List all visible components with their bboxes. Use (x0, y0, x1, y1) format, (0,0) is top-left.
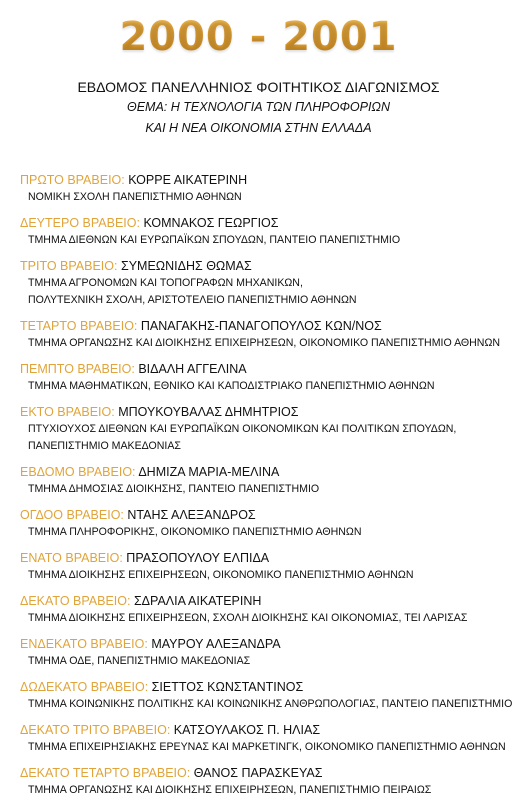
award-label: ΕΒΔΟΜΟ ΒΡΑΒΕΙΟ: (20, 465, 136, 479)
award-label: ΔΕΚΑΤΟ ΤΡΙΤΟ ΒΡΑΒΕΙΟ: (20, 723, 171, 737)
award-winner-name: ΔΗΜΙΖΑ ΜΑΡΙΑ-ΜΕΛΙΝΑ (138, 465, 280, 479)
award-winner-name: ΚΑΤΣΟΥΛΑΚΟΣ Π. ΗΛΙΑΣ (173, 723, 321, 737)
award-institution: ΤΜΗΜΑ ΠΛΗΡΟΦΟΡΙΚΗΣ, ΟΙΚΟΝΟΜΙΚΟ ΠΑΝΕΠΙΣΤΗΜΙΟ ΑΘΗΝΩΝ (28, 526, 362, 538)
award-winner-name: ΜΑΥΡΟΥ ΑΛΕΞΑΝΔΡΑ (151, 637, 281, 651)
award-label: ΠΡΩΤΟ ΒΡΑΒΕΙΟ: (20, 173, 125, 187)
award-institution: ΤΜΗΜΑ ΟΔΕ, ΠΑΝΕΠΙΣΤΗΜΙΟ ΜΑΚΕΔΟΝΙΑΣ (28, 655, 251, 667)
award-item (20, 592, 509, 627)
award-item (20, 506, 509, 541)
award-heading (20, 678, 509, 696)
theme-line-1: ΘΕΜΑ: Η ΤΕΧΝΟΛΟΓΙΑ ΤΩΝ ΠΛΗΡΟΦΟΡΙΩΝ (127, 100, 390, 114)
award-item (20, 360, 509, 395)
award-institution: ΤΜΗΜΑ ΟΡΓΑΝΩΣΗΣ ΚΑΙ ΔΙΟΙΚΗΣΗΣ ΕΠΙΧΕΙΡΗΣΕΩΝ, ΠΑΝΕΠΙΣΤΗΜΙΟ ΠΕΙΡΑΙΩΣ (28, 784, 432, 796)
award-label: ΕΚΤΟ ΒΡΑΒΕΙΟ: (20, 405, 115, 419)
award-heading (20, 317, 509, 335)
award-institution: ΠΑΝΕΠΙΣΤΗΜΙΟ ΜΑΚΕΔΟΝΙΑΣ (28, 440, 181, 452)
award-heading (20, 635, 509, 653)
award-winner-name: ΣΥΜΕΩΝΙΔΗΣ ΘΩΜΑΣ (120, 259, 252, 273)
award-label: ΔΕΚΑΤΟ ΤΕΤΑΡΤΟ ΒΡΑΒΕΙΟ: (20, 766, 191, 780)
award-heading (20, 214, 509, 232)
award-label: ΠΕΜΠΤΟ ΒΡΑΒΕΙΟ: (20, 362, 135, 376)
award-heading (20, 592, 509, 610)
award-heading (20, 549, 509, 567)
award-heading (20, 721, 509, 739)
award-institution: ΤΜΗΜΑ ΔΙΟΙΚΗΣΗΣ ΕΠΙΧΕΙΡΗΣΕΩΝ, ΣΧΟΛΗ ΔΙΟΙΚΗΣΗΣ ΚΑΙ ΟΙΚΟΝΟΜΙΑΣ, ΤΕΙ ΛΑΡΙΣΑΣ (28, 612, 468, 624)
award-heading (20, 257, 509, 275)
award-item (20, 549, 509, 584)
award-item (20, 678, 513, 713)
award-winner-name: ΚΟΡΡΕ ΑΙΚΑΤΕΡΙΝΗ (128, 173, 248, 187)
award-heading (20, 403, 509, 421)
award-label: ΤΡΙΤΟ ΒΡΑΒΕΙΟ: (20, 259, 118, 273)
award-institution: ΤΜΗΜΑ ΔΙΟΙΚΗΣΗΣ ΕΠΙΧΕΙΡΗΣΕΩΝ, ΟΙΚΟΝΟΜΙΚΟ ΠΑΝΕΠΙΣΤΗΜΙΟ ΑΘΗΝΩΝ (28, 569, 414, 581)
award-institution: ΤΜΗΜΑ ΚΟΙΝΩΝΙΚΗΣ ΠΟΛΙΤΙΚΗΣ ΚΑΙ ΚΟΙΝΩΝΙΚΗΣ ΑΝΘΡΩΠΟΛΟΓΙΑΣ, ΠΑΝΤΕΙΟ ΠΑΝΕΠΙΣΤΗΜΙΟ (28, 698, 513, 710)
heading-block (0, 77, 517, 139)
award-winner-name: ΠΑΝΑΓΑΚΗΣ-ΠΑΝΑΓΟΠΟΥΛΟΣ ΚΩΝ/ΝΟΣ (140, 319, 382, 333)
year-title: 2000 - 2001 (0, 0, 517, 60)
award-label: ΕΝΔΕΚΑΤΟ ΒΡΑΒΕΙΟ: (20, 637, 148, 651)
competition-title: ΕΒΔΟΜΟΣ ΠΑΝΕΛΛΗΝΙΟΣ ΦΟΙΤΗΤΙΚΟΣ ΔΙΑΓΩΝΙΣΜΟΣ (77, 79, 440, 95)
award-winner-name: ΚΟΜΝΑΚΟΣ ΓΕΩΡΓΙΟΣ (143, 216, 279, 230)
award-item (20, 171, 509, 206)
award-institution: ΠΤΥΧΙΟΥΧΟΣ ΔΙΕΘΝΩΝ ΚΑΙ ΕΥΡΩΠΑΪΚΩΝ ΟΙΚΟΝΟΜΙΚΩΝ ΚΑΙ ΠΟΛΙΤΙΚΩΝ ΣΠΟΥΔΩΝ, (28, 423, 457, 435)
award-heading (20, 463, 509, 481)
award-winner-name: ΘΑΝΟΣ ΠΑΡΑΣΚΕΥΑΣ (193, 766, 323, 780)
award-institution: ΤΜΗΜΑ ΔΙΕΘΝΩΝ ΚΑΙ ΕΥΡΩΠΑΪΚΩΝ ΣΠΟΥΔΩΝ, ΠΑΝΤΕΙΟ ΠΑΝΕΠΙΣΤΗΜΙΟ (28, 234, 401, 246)
theme-line-2: ΚΑΙ Η ΝΕΑ ΟΙΚΟΝΟΜΙΑ ΣΤΗΝ ΕΛΛΑΔΑ (145, 121, 372, 135)
award-institution: ΝΟΜΙΚΗ ΣΧΟΛΗ ΠΑΝΕΠΙΣΤΗΜΙΟ ΑΘΗΝΩΝ (28, 191, 242, 203)
award-item (20, 721, 509, 756)
award-institution: ΤΜΗΜΑ ΔΗΜΟΣΙΑΣ ΔΙΟΙΚΗΣΗΣ, ΠΑΝΤΕΙΟ ΠΑΝΕΠΙΣΤΗΜΙΟ (28, 483, 320, 495)
award-institution: ΤΜΗΜΑ ΟΡΓΑΝΩΣΗΣ ΚΑΙ ΔΙΟΙΚΗΣΗΣ ΕΠΙΧΕΙΡΗΣΕΩΝ, ΟΙΚΟΝΟΜΙΚΟ ΠΑΝΕΠΙΣΤΗΜΙΟ ΑΘΗΝΩΝ (28, 337, 501, 349)
award-label: ΔΩΔΕΚΑΤΟ ΒΡΑΒΕΙΟ: (20, 680, 149, 694)
award-institution: ΠΟΛΥΤΕΧΝΙΚΗ ΣΧΟΛΗ, ΑΡΙΣΤΟΤΕΛΕΙΟ ΠΑΝΕΠΙΣΤΗΜΙΟ ΑΘΗΝΩΝ (28, 294, 357, 306)
award-institution: ΤΜΗΜΑ ΜΑΘΗΜΑΤΙΚΩΝ, ΕΘΝΙΚΟ ΚΑΙ ΚΑΠΟΔΙΣΤΡΙΑΚΟ ΠΑΝΕΠΙΣΤΗΜΙΟ ΑΘΗΝΩΝ (28, 380, 435, 392)
award-winner-name: ΣΔΡΑΛΙΑ ΑΙΚΑΤΕΡΙΝΗ (133, 594, 262, 608)
award-winner-name: ΝΤΑΗΣ ΑΛΕΞΑΝΔΡΟΣ (127, 508, 256, 522)
award-label: ΔΕΥΤΕΡΟ ΒΡΑΒΕΙΟ: (20, 216, 140, 230)
award-item (20, 403, 509, 455)
award-label: ΟΓΔΟΟ ΒΡΑΒΕΙΟ: (20, 508, 124, 522)
award-item (20, 635, 509, 670)
award-item (20, 764, 509, 799)
awards-list (20, 171, 513, 807)
award-label: ΔΕΚΑΤΟ ΒΡΑΒΕΙΟ: (20, 594, 131, 608)
award-winner-name: ΒΙΔΑΛΗ ΑΓΓΕΛΙΝΑ (138, 362, 247, 376)
award-winner-name: ΣΙΕΤΤΟΣ ΚΩΝΣΤΑΝΤΙΝΟΣ (151, 680, 304, 694)
award-winner-name: ΜΠΟΥΚΟΥΒΑΛΑΣ ΔΗΜΗΤΡΙΟΣ (118, 405, 299, 419)
award-label: ΕΝΑΤΟ ΒΡΑΒΕΙΟ: (20, 551, 123, 565)
award-item (20, 463, 509, 498)
award-institution: ΤΜΗΜΑ ΕΠΙΧΕΙΡΗΣΙΑΚΗΣ ΕΡΕΥΝΑΣ ΚΑΙ ΜΑΡΚΕΤΙΝΓΚ, ΟΙΚΟΝΟΜΙΚΟ ΠΑΝΕΠΙΣΤΗΜΙΟ ΑΘΗΝΩΝ (28, 741, 506, 753)
award-heading (20, 360, 509, 378)
award-institution: ΤΜΗΜΑ ΑΓΡΟΝΟΜΩΝ ΚΑΙ ΤΟΠΟΓΡΑΦΩΝ ΜΗΧΑΝΙΚΩΝ, (28, 277, 303, 289)
award-winner-name: ΠΡΑΣΟΠΟΥΛΟΥ ΕΛΠΙΔΑ (126, 551, 270, 565)
award-item (20, 257, 509, 309)
award-item (20, 214, 509, 249)
award-label: ΤΕΤΑΡΤΟ ΒΡΑΒΕΙΟ: (20, 319, 138, 333)
award-item (20, 317, 509, 352)
award-heading (20, 506, 509, 524)
award-heading (20, 171, 509, 189)
award-heading (20, 764, 509, 782)
